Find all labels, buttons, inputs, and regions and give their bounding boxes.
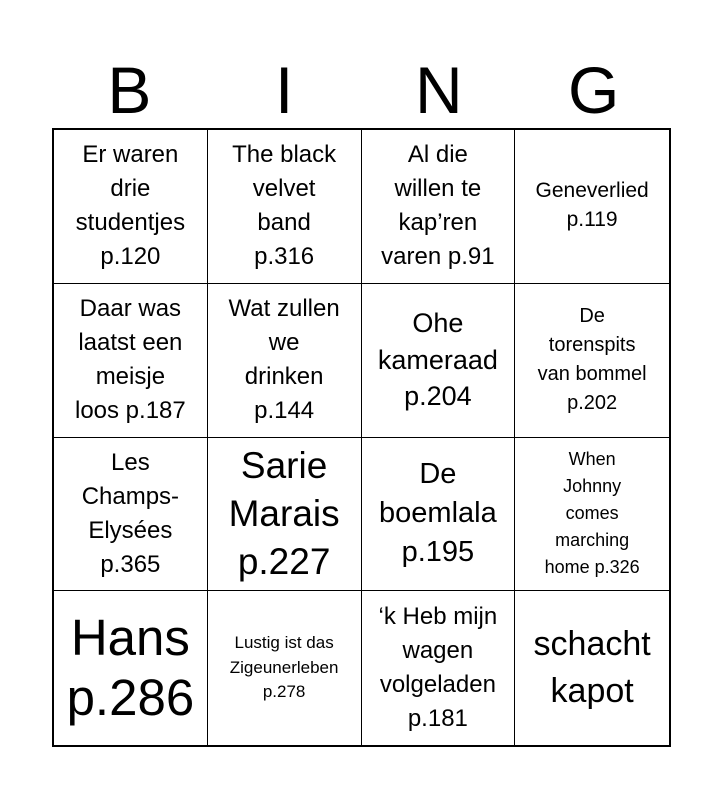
cell-label: Sarie Marais p.227 bbox=[228, 444, 340, 582]
cell-label: De torenspits van bommel p.202 bbox=[537, 305, 647, 415]
cell-label: Ohe kameraad p.204 bbox=[377, 308, 498, 412]
bingo-cell-r3c4[interactable] bbox=[515, 438, 669, 592]
cell-label: Hans p.286 bbox=[66, 608, 195, 727]
cell-label: schacht kapot bbox=[533, 625, 651, 711]
header-letter-i: I bbox=[274, 53, 294, 127]
bingo-header bbox=[52, 52, 671, 128]
cell-label: Daar was laatst een meisje loos p.187 bbox=[74, 294, 186, 425]
cell-label: Er waren drie studentjes p.120 bbox=[75, 141, 186, 271]
bingo-cell-r3c2[interactable] bbox=[208, 438, 362, 592]
bingo-cell-r4c2[interactable] bbox=[208, 591, 362, 745]
cell-label: ‘k Heb mijn wagen volgeladen p.181 bbox=[378, 602, 498, 733]
bingo-cell-r2c3[interactable] bbox=[362, 284, 516, 438]
bingo-cell-r3c1[interactable] bbox=[54, 438, 208, 592]
cell-label: The black velvet band p.316 bbox=[232, 141, 337, 271]
cell-label: Geneverlied p.119 bbox=[535, 179, 649, 232]
bingo-cell-r2c1[interactable] bbox=[54, 284, 208, 438]
bingo-cell-r1c3[interactable] bbox=[362, 130, 516, 284]
cell-label: Wat zullen we drinken p.144 bbox=[228, 294, 340, 425]
bingo-cell-r1c1[interactable] bbox=[54, 130, 208, 284]
bingo-cell-r1c4[interactable] bbox=[515, 130, 669, 284]
cell-label: Al die willen te kap’ren varen p.91 bbox=[381, 141, 495, 271]
header-letter-n: N bbox=[415, 53, 463, 127]
cell-label: De boemlala p.195 bbox=[379, 458, 497, 569]
bingo-cell-r2c4[interactable] bbox=[515, 284, 669, 438]
cell-label: When Johnny comes marching home p.326 bbox=[544, 449, 640, 578]
cell-label: Lustig ist das Zigeunerleben p.278 bbox=[229, 633, 339, 702]
bingo-board bbox=[52, 128, 671, 747]
bingo-cell-r3c3[interactable] bbox=[362, 438, 516, 592]
bingo-cell-r1c2[interactable] bbox=[208, 130, 362, 284]
header-letter-b: B bbox=[107, 53, 152, 127]
bingo-cell-r2c2[interactable] bbox=[208, 284, 362, 438]
cell-label: Les Champs- Elysées p.365 bbox=[81, 448, 180, 578]
header-letter-g: G bbox=[567, 53, 620, 127]
bingo-cell-r4c3[interactable] bbox=[362, 591, 516, 745]
bingo-cell-r4c4[interactable] bbox=[515, 591, 669, 745]
bingo-cell-r4c1[interactable] bbox=[54, 591, 208, 745]
